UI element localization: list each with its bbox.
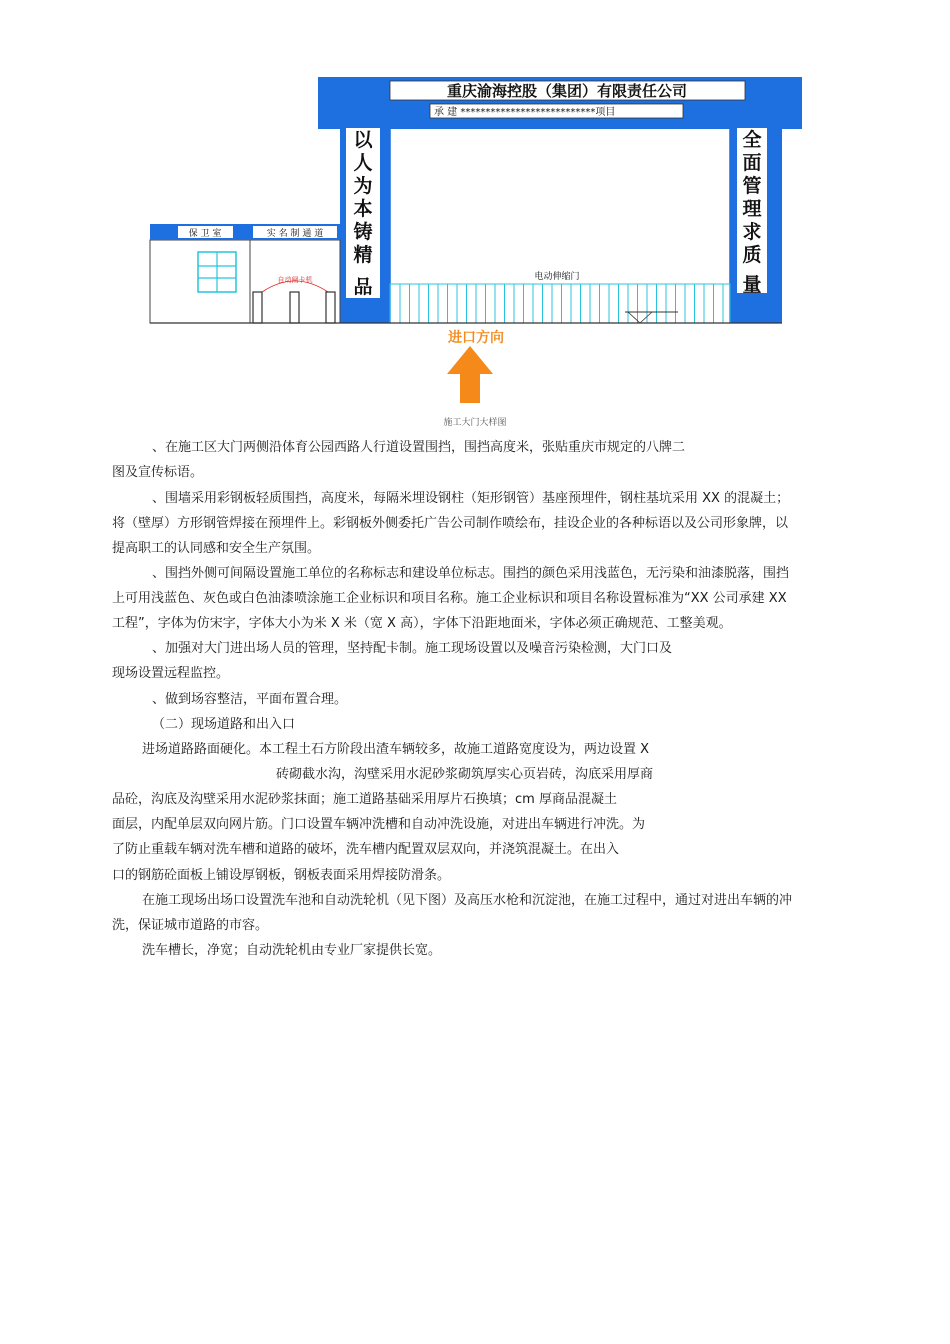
retractable-gate-label: 电动伸缩门 xyxy=(534,272,580,282)
right-slogan-char: 全 xyxy=(742,129,762,151)
entry-direction-arrow xyxy=(447,346,493,403)
left-slogan-char: 人 xyxy=(353,152,373,174)
paragraph-line: 提高职工的认同感和安全生产氛围。 xyxy=(112,541,321,556)
left-slogan-char: 品 xyxy=(353,276,373,298)
left-slogan-char: 铸 xyxy=(353,221,373,243)
section-heading: （二）现场道路和出入口 xyxy=(152,717,296,732)
paragraph-line: 、围墙采用彩钢板轻质围挡，高度米，每隔米埋设钢柱（矩形钢管）基座预埋件，钢柱基坑采用 XX 的混凝土； xyxy=(152,491,790,506)
right-slogan-char: 质 xyxy=(742,244,762,266)
paragraph-line: 、加强对大门进出场人员的管理，坚持配卡制。施工现场设置以及噪音污染检测，大门口及 xyxy=(152,641,673,656)
paragraph-line: 洗，保证城市道路的市容。 xyxy=(112,918,269,933)
gate-track-brace xyxy=(640,312,652,323)
left-slogan-char: 以 xyxy=(353,129,373,151)
retractable-gate xyxy=(390,284,730,323)
paragraph-line: 、在施工区大门两侧沿体育公园西路人行道设置围挡，围挡高度米，张贴重庆市规定的八牌二 xyxy=(152,440,686,455)
paragraph-line: 洗车槽长，净宽；自动洗轮机由专业厂家提供长宽。 xyxy=(142,943,442,958)
retractable-gate-bars xyxy=(400,284,723,323)
gate-track-brace xyxy=(628,312,640,323)
left-slogan-char: 精 xyxy=(353,244,373,266)
paragraph-line: 图及宣传标语。 xyxy=(112,465,204,480)
right-slogan-char: 量 xyxy=(742,274,762,296)
project-line: 承 建 ***************************项目 xyxy=(434,107,616,118)
paragraph-line: 将（壁厚）方形钢管焊接在预埋件上。彩钢板外侧委托广告公司制作喷绘布，挂设企业的各种标语以及公司形象牌，以 xyxy=(112,516,789,531)
figure-caption: 施工大门大样图 xyxy=(443,418,507,428)
turnstile-label: 自动闸卡机 xyxy=(277,276,313,284)
paragraph-line: 口的钢筋砼面板上铺设厚钢板，钢板表面采用焊接防滑条。 xyxy=(112,868,451,883)
paragraph-line: 、围挡外侧可间隔设置施工单位的名称标志和建设单位标志。围挡的颜色采用浅蓝色，无污染和油漆脱落，围挡 xyxy=(152,566,790,581)
turnstile-post xyxy=(253,292,262,323)
left-slogan-char: 为 xyxy=(353,175,373,197)
paragraph-line: 现场设置远程监控。 xyxy=(112,666,230,681)
paragraph-line: 工程”，字体为仿宋字，字体大小为米 X 米（宽 X 高），字体下沿距地面米，字体必须正确规范、工整美观。 xyxy=(112,616,732,631)
left-slogan-char: 本 xyxy=(353,198,373,220)
paragraph-line: 上可用浅蓝色、灰色或白色油漆喷涂施工企业标识和项目名称。施工企业标识和项目名称设置标准为“XX 公司承建 XX xyxy=(112,591,787,606)
right-slogan-char: 面 xyxy=(742,152,762,174)
right-slogan-char: 理 xyxy=(742,198,762,220)
paragraph-line: 在施工现场出场口设置洗车池和自动洗轮机（见下图）及高压水枪和沉淀池，在施工过程中，通过对进出车辆的冲 xyxy=(142,893,793,908)
paragraph-line: 进场道路路面硬化。本工程土石方阶段出渣车辆较多，故施工道路宽度设为，两边设置 X xyxy=(142,742,650,757)
right-slogan-char: 管 xyxy=(742,175,762,197)
paragraph-line: 砖砌截水沟，沟壁采用水泥砂浆砌筑厚实心页岩砖，沟底采用厚商 xyxy=(276,767,654,782)
paragraph-line: 了防止重载车辆对洗车槽和道路的破坏，洗车槽内配置双层双向，并浇筑混凝土。在出入 xyxy=(112,842,620,857)
real-name-channel-label: 实 名 制 通 道 xyxy=(266,229,324,239)
paragraph-line: 面层，内配单层双向网片筋。门口设置车辆冲洗槽和自动冲洗设施，对进出车辆进行冲洗。为 xyxy=(112,817,646,832)
gate-elevation-figure xyxy=(0,0,950,440)
turnstile-post xyxy=(326,292,335,323)
turnstile-post xyxy=(290,292,299,323)
guard-room-label: 保 卫 室 xyxy=(188,229,222,239)
paragraph-line: 、做到场容整洁，平面布置合理。 xyxy=(152,692,348,707)
paragraph-line: 品砼，沟底及沟壁采用水泥砂浆抹面；施工道路基础采用厚片石换填；cm 厚商品混凝土 xyxy=(112,792,617,807)
entry-direction-label: 进口方向 xyxy=(448,330,504,346)
company-name: 重庆渝海控股（集团）有限责任公司 xyxy=(446,82,688,100)
right-slogan-char: 求 xyxy=(742,221,762,243)
